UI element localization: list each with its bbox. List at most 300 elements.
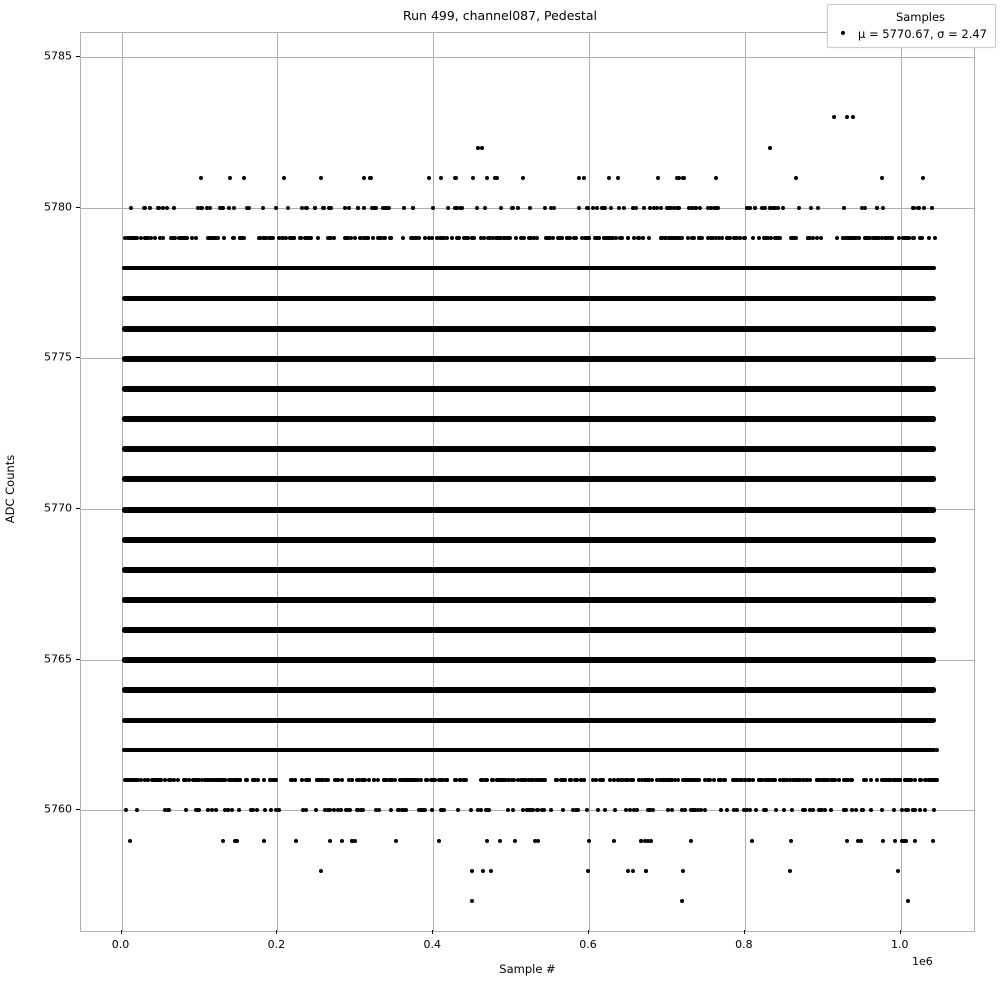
data-point	[608, 778, 612, 782]
data-point	[485, 176, 489, 180]
data-point	[139, 236, 143, 240]
gridline-vertical	[122, 33, 123, 931]
data-point	[374, 808, 378, 812]
data-point	[532, 236, 536, 240]
data-point	[327, 206, 331, 210]
data-band	[122, 657, 936, 663]
data-point	[890, 236, 894, 240]
data-point	[574, 236, 578, 240]
data-point	[543, 206, 547, 210]
data-point	[689, 839, 693, 843]
data-point	[723, 778, 727, 782]
data-point	[187, 778, 191, 782]
data-point	[719, 266, 723, 270]
data-point	[587, 236, 591, 240]
data-point	[469, 808, 473, 812]
data-point	[764, 808, 768, 812]
data-point	[698, 206, 702, 210]
data-point	[626, 869, 630, 873]
data-point	[676, 778, 680, 782]
data-band	[122, 718, 936, 723]
data-point	[446, 206, 450, 210]
data-point	[227, 206, 231, 210]
data-band	[122, 416, 936, 422]
data-point	[514, 266, 518, 270]
data-point	[852, 296, 856, 300]
data-point	[845, 839, 849, 843]
data-point	[933, 236, 937, 240]
data-point	[248, 688, 252, 692]
data-point	[456, 808, 460, 812]
data-point	[901, 236, 905, 240]
data-point	[607, 176, 611, 180]
data-point	[319, 748, 323, 752]
data-point	[561, 266, 565, 270]
data-point	[326, 296, 330, 300]
data-point	[376, 778, 380, 782]
data-point	[906, 899, 910, 903]
data-point	[682, 176, 686, 180]
data-point	[743, 236, 747, 240]
data-point	[210, 808, 214, 812]
data-point	[911, 266, 915, 270]
y-tick-label: 5760	[44, 802, 72, 816]
x-tick	[121, 930, 122, 934]
data-point	[806, 236, 810, 240]
data-point	[430, 236, 434, 240]
data-point	[909, 778, 913, 782]
data-point	[347, 266, 351, 270]
data-point	[609, 206, 613, 210]
y-tick	[76, 508, 80, 509]
x-tick-label: 0.2	[267, 938, 286, 951]
data-point	[512, 778, 516, 782]
data-point	[179, 748, 183, 752]
data-point	[860, 206, 864, 210]
data-point	[431, 206, 435, 210]
data-point	[932, 748, 936, 752]
data-point	[681, 869, 685, 873]
data-point	[338, 296, 342, 300]
data-band	[122, 356, 936, 362]
data-point	[148, 326, 152, 330]
data-point	[509, 266, 513, 270]
y-axis-label: ADC Counts	[3, 454, 17, 524]
data-point	[136, 748, 140, 752]
data-point	[389, 236, 393, 240]
data-point	[317, 296, 321, 300]
data-point	[847, 718, 851, 722]
data-point	[577, 206, 581, 210]
data-point	[733, 236, 737, 240]
data-point	[631, 718, 635, 722]
data-point	[282, 176, 286, 180]
data-point	[437, 839, 441, 843]
data-point	[241, 296, 245, 300]
data-point	[321, 778, 325, 782]
data-point	[513, 839, 517, 843]
data-point	[819, 236, 823, 240]
data-point	[208, 206, 212, 210]
data-point	[141, 748, 145, 752]
data-point	[776, 206, 780, 210]
y-tick	[76, 357, 80, 358]
data-point	[930, 206, 934, 210]
data-point	[263, 808, 267, 812]
data-point	[300, 206, 304, 210]
data-point	[245, 206, 249, 210]
data-point	[506, 808, 510, 812]
data-point	[339, 808, 343, 812]
data-point	[153, 236, 157, 240]
data-point	[768, 206, 772, 210]
data-point	[748, 206, 752, 210]
data-point	[806, 326, 810, 330]
data-point	[366, 748, 370, 752]
data-point	[765, 296, 769, 300]
data-point	[134, 236, 138, 240]
data-point	[666, 808, 670, 812]
data-point	[670, 808, 674, 812]
data-point	[845, 115, 849, 119]
data-point	[931, 839, 935, 843]
data-point	[293, 778, 297, 782]
data-point	[774, 808, 778, 812]
data-point	[479, 808, 483, 812]
data-point	[881, 839, 885, 843]
data-point	[487, 808, 491, 812]
data-point	[842, 206, 846, 210]
data-point	[861, 808, 865, 812]
data-point	[680, 236, 684, 240]
y-tick-label: 5775	[44, 350, 72, 364]
data-point	[479, 236, 483, 240]
data-point	[483, 206, 487, 210]
data-point	[692, 236, 696, 240]
data-point	[799, 296, 803, 300]
data-point	[918, 808, 922, 812]
data-point	[456, 748, 460, 752]
data-point	[521, 176, 525, 180]
data-point	[880, 176, 884, 180]
data-point	[754, 808, 758, 812]
data-point	[768, 146, 772, 150]
data-point	[907, 266, 911, 270]
data-point	[232, 236, 236, 240]
data-point	[919, 778, 923, 782]
data-point	[866, 236, 870, 240]
data-point	[675, 206, 679, 210]
data-point	[255, 808, 259, 812]
data-point	[913, 778, 917, 782]
data-point	[880, 808, 884, 812]
data-point	[268, 236, 272, 240]
data-point	[292, 236, 296, 240]
data-point	[281, 236, 285, 240]
data-point	[286, 206, 290, 210]
data-point	[433, 266, 437, 270]
data-point	[362, 176, 366, 180]
data-point	[359, 718, 363, 722]
data-point	[148, 206, 152, 210]
data-point	[582, 778, 586, 782]
data-point	[345, 236, 349, 240]
data-point	[788, 869, 792, 873]
data-point	[660, 236, 664, 240]
data-point	[356, 206, 360, 210]
data-point	[485, 839, 489, 843]
data-point	[907, 236, 911, 240]
data-point	[612, 839, 616, 843]
data-point	[850, 778, 854, 782]
x-tick-label: 1.0	[891, 938, 909, 951]
data-point	[763, 236, 767, 240]
data-point	[842, 778, 846, 782]
data-point	[582, 176, 586, 180]
legend-marker-icon: •	[838, 26, 848, 42]
data-point	[824, 778, 828, 782]
data-point	[869, 778, 873, 782]
data-point	[542, 808, 546, 812]
data-point	[357, 266, 361, 270]
data-point	[135, 808, 139, 812]
data-point	[659, 206, 663, 210]
data-point	[248, 296, 252, 300]
data-point	[809, 206, 813, 210]
data-point	[639, 839, 643, 843]
x-tick	[900, 930, 901, 934]
data-point	[143, 206, 147, 210]
data-point	[422, 266, 426, 270]
data-point	[340, 778, 344, 782]
data-point	[927, 718, 931, 722]
data-point	[647, 236, 651, 240]
data-point	[586, 326, 590, 330]
data-point	[610, 236, 614, 240]
data-point	[616, 176, 620, 180]
data-point	[808, 778, 812, 782]
data-point	[676, 236, 680, 240]
data-point	[632, 236, 636, 240]
data-point	[267, 748, 271, 752]
data-point	[165, 206, 169, 210]
data-point	[485, 778, 489, 782]
data-point	[475, 206, 479, 210]
data-band	[122, 567, 936, 573]
data-point	[314, 808, 318, 812]
x-tick	[432, 930, 433, 934]
data-point	[667, 236, 671, 240]
data-point	[265, 326, 269, 330]
data-point	[912, 236, 916, 240]
data-point	[613, 808, 617, 812]
data-point	[470, 869, 474, 873]
data-point	[184, 808, 188, 812]
data-point	[471, 176, 475, 180]
data-point	[238, 778, 242, 782]
data-point	[850, 808, 854, 812]
data-point	[675, 176, 679, 180]
data-point	[481, 869, 485, 873]
data-point	[794, 176, 798, 180]
data-point	[262, 839, 266, 843]
data-point	[650, 778, 654, 782]
data-point	[206, 236, 210, 240]
y-tick	[76, 659, 80, 660]
data-point	[219, 206, 223, 210]
data-point	[835, 236, 839, 240]
data-point	[656, 176, 660, 180]
data-point	[747, 266, 751, 270]
data-point	[427, 236, 431, 240]
data-point	[319, 176, 323, 180]
data-point	[571, 296, 575, 300]
data-point	[176, 778, 180, 782]
data-point	[146, 236, 150, 240]
data-point	[389, 808, 393, 812]
data-point	[453, 206, 457, 210]
data-point	[171, 718, 175, 722]
data-point	[176, 296, 180, 300]
data-point	[935, 748, 939, 752]
data-point	[716, 296, 720, 300]
data-point	[714, 176, 718, 180]
data-point	[411, 206, 415, 210]
data-point	[572, 266, 576, 270]
data-point	[135, 296, 139, 300]
data-point	[366, 236, 370, 240]
data-point	[464, 236, 468, 240]
legend-entry	[836, 27, 987, 41]
data-point	[774, 296, 778, 300]
data-point	[128, 266, 132, 270]
y-tick	[76, 809, 80, 810]
x-tick-label: 0.6	[579, 938, 597, 951]
x-tick	[588, 930, 589, 934]
data-point	[261, 206, 265, 210]
data-point	[591, 718, 595, 722]
x-tick-label: 0.8	[735, 938, 753, 951]
data-point	[904, 839, 908, 843]
data-point	[849, 236, 853, 240]
data-point	[472, 236, 476, 240]
data-point	[321, 206, 325, 210]
data-point	[816, 206, 820, 210]
data-point	[123, 236, 127, 240]
data-point	[803, 808, 807, 812]
data-point	[353, 718, 357, 722]
data-point	[559, 778, 563, 782]
data-point	[277, 236, 281, 240]
data-point	[646, 839, 650, 843]
data-point	[603, 808, 607, 812]
data-point	[443, 296, 447, 300]
x-axis-exponent: 1e6	[912, 955, 933, 968]
data-point	[206, 808, 210, 812]
data-point	[794, 236, 798, 240]
data-point	[686, 236, 690, 240]
data-point	[300, 778, 304, 782]
data-band	[122, 386, 936, 392]
data-point	[435, 236, 439, 240]
data-point	[564, 718, 568, 722]
data-point	[703, 808, 707, 812]
data-point	[516, 326, 520, 330]
data-point	[921, 176, 925, 180]
data-point	[455, 236, 459, 240]
data-point	[851, 115, 855, 119]
data-point	[208, 296, 212, 300]
data-point	[614, 236, 618, 240]
data-point	[510, 206, 514, 210]
data-point	[458, 718, 462, 722]
data-point	[128, 296, 132, 300]
data-point	[757, 236, 761, 240]
data-point	[187, 266, 191, 270]
plot-area	[80, 32, 975, 932]
data-point	[254, 296, 258, 300]
data-point	[634, 206, 638, 210]
data-point	[837, 778, 841, 782]
data-point	[383, 236, 387, 240]
data-point	[549, 808, 553, 812]
data-point	[458, 778, 462, 782]
data-band	[122, 627, 936, 633]
data-point	[436, 326, 440, 330]
data-point	[541, 778, 545, 782]
data-point	[852, 688, 856, 692]
data-point	[274, 296, 278, 300]
data-point	[356, 748, 360, 752]
data-point	[277, 718, 281, 722]
data-point	[844, 808, 848, 812]
data-point	[245, 718, 249, 722]
data-point	[316, 236, 320, 240]
data-point	[881, 206, 885, 210]
data-point	[586, 206, 590, 210]
data-point	[313, 206, 317, 210]
data-point	[869, 808, 873, 812]
data-point	[240, 236, 244, 240]
data-point	[288, 236, 292, 240]
y-tick-label: 5770	[44, 501, 72, 515]
data-point	[182, 778, 186, 782]
data-band	[122, 748, 936, 752]
y-tick	[76, 56, 80, 57]
data-point	[720, 236, 724, 240]
data-point	[861, 296, 865, 300]
data-point	[552, 206, 556, 210]
data-point	[377, 748, 381, 752]
data-point	[470, 899, 474, 903]
data-point	[829, 808, 833, 812]
data-point	[880, 236, 884, 240]
data-point	[631, 869, 635, 873]
data-point	[326, 778, 330, 782]
y-tick	[76, 207, 80, 208]
data-point	[652, 206, 656, 210]
data-point	[480, 326, 484, 330]
data-point	[242, 176, 246, 180]
data-point	[515, 718, 519, 722]
data-point	[672, 266, 676, 270]
data-point	[498, 839, 502, 843]
data-point	[489, 869, 493, 873]
data-point	[782, 266, 786, 270]
data-point	[564, 688, 568, 692]
data-point	[751, 236, 755, 240]
x-tick-label: 0.4	[423, 938, 441, 951]
